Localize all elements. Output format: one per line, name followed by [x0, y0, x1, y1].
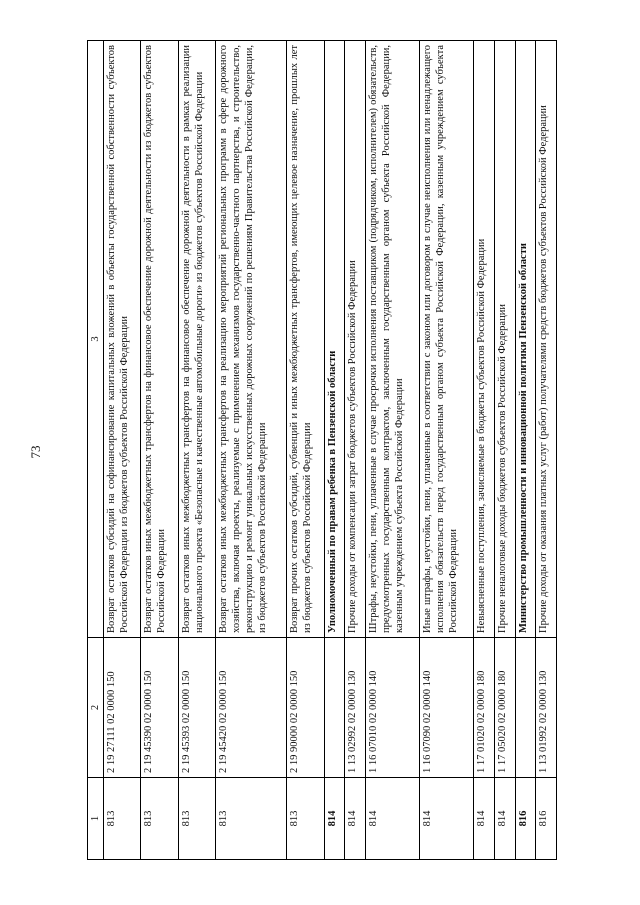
table-row — [365, 41, 419, 860]
column-header-2: 2 — [88, 638, 104, 778]
column-header-1: 1 — [88, 778, 104, 860]
budget-classification-code-cell: 1 13 02992 02 0000 130 — [345, 638, 366, 778]
table-row — [287, 41, 324, 860]
budget-classification-code-cell: 2 19 45393 02 0000 150 — [178, 638, 215, 778]
revenue-description-cell: Возврат прочих остатков субсидий, субвенций и иных межбюджетных трансфертов, имеющих целевое назначение, прошлых лет из бюджетов субъектов Российской Федерации — [287, 41, 324, 638]
revenue-description-cell: Прочие доходы от компенсации затрат бюджетов субъектов Российской Федерации — [345, 41, 366, 638]
agency-header-row — [324, 41, 345, 860]
table-body — [104, 41, 557, 860]
revenue-description-cell: Возврат остатков иных межбюджетных трансфертов на финансовое обеспечение дорожной деятельности в рамках реализации национального проекта «Безопасные и качественные автомобильные дороги» из бюджетов субъектов Российской Федерации — [178, 41, 215, 638]
revenue-description-cell: Возврат остатков субсидий на софинансирование капитальных вложений в объекты государственной собственности субъектов Российской Федерации из бюджетов субъектов Российской Федерации — [104, 41, 141, 638]
admin-code-cell: 816 — [536, 778, 557, 860]
rotated-table-container — [87, 40, 557, 860]
admin-code-cell: 813 — [104, 778, 141, 860]
admin-code-cell: 814 — [345, 778, 366, 860]
table-row — [474, 41, 495, 860]
revenue-description-cell: Штрафы, неустойки, пени, уплаченные в случае просрочки исполнения поставщиком (подрядчиком, исполнителем) обязательств, предусмотренных государственным контрактом, заключенным государственным органом субъекта Российской Федерации, казенным учреждением субъекта Российской Федерации — [365, 41, 419, 638]
budget-classification-code-cell: 1 17 05020 02 0000 180 — [494, 638, 515, 778]
table-row — [345, 41, 366, 860]
table-header-row — [88, 41, 104, 860]
admin-code-cell: 813 — [141, 778, 178, 860]
admin-code-cell: 813 — [178, 778, 215, 860]
table-row — [216, 41, 287, 860]
admin-code-cell: 814 — [365, 778, 419, 860]
budget-classification-code-cell: 1 13 01992 02 0000 130 — [536, 638, 557, 778]
column-header-3: 3 — [88, 41, 104, 638]
revenue-codes-table — [87, 40, 557, 860]
budget-classification-code-cell: 2 19 90000 02 0000 150 — [287, 638, 324, 778]
budget-classification-code-cell — [324, 638, 345, 778]
admin-code-cell: 814 — [324, 778, 345, 860]
table-row — [104, 41, 141, 860]
budget-classification-code-cell: 2 19 27111 02 0000 150 — [104, 638, 141, 778]
admin-code-cell: 814 — [420, 778, 474, 860]
revenue-description-cell: Министерство промышленности и инновационной политики Пензенской области — [515, 41, 536, 638]
table-row — [494, 41, 515, 860]
admin-code-cell: 813 — [216, 778, 287, 860]
admin-code-cell: 816 — [515, 778, 536, 860]
admin-code-cell: 813 — [287, 778, 324, 860]
admin-code-cell: 814 — [474, 778, 495, 860]
budget-classification-code-cell — [515, 638, 536, 778]
table-row — [536, 41, 557, 860]
table-row — [420, 41, 474, 860]
budget-classification-code-cell: 1 16 07090 02 0000 140 — [420, 638, 474, 778]
revenue-description-cell: Прочие неналоговые доходы бюджетов субъектов Российской Федерации — [494, 41, 515, 638]
revenue-description-cell: Прочие доходы от оказания платных услуг (работ) получателями средств бюджетов субъектов Российской Федерации — [536, 41, 557, 638]
table-row — [141, 41, 178, 860]
budget-classification-code-cell: 1 16 07010 02 0000 140 — [365, 638, 419, 778]
table-row — [178, 41, 215, 860]
revenue-description-cell: Возврат остатков иных межбюджетных трансфертов на реализацию мероприятий региональных программ в сфере дорожного хозяйства, включая проекты, реализуемые с применением механизмов государственно-частного партнерства, и строительство, реконструкцию и ремонт уникальных искусственных дорожных сооружений по решениям Правительства Российской Федерации, из бюджетов субъектов Российской Федерации — [216, 41, 287, 638]
revenue-description-cell: Невыясненные поступления, зачисляемые в бюджеты субъектов Российской Федерации — [474, 41, 495, 638]
revenue-description-cell: Возврат остатков иных межбюджетных трансфертов на финансовое обеспечение дорожной деятельности из бюджетов субъектов Российской Федерации — [141, 41, 178, 638]
revenue-description-cell: Иные штрафы, неустойки, пени, уплаченные в соответствии с законом или договором в случае неисполнения или ненадлежащего исполнения обязательств перед государственным органом субъекта Российской Федерации, казенным учреждением субъекта Российской Федерации — [420, 41, 474, 638]
admin-code-cell: 814 — [494, 778, 515, 860]
budget-classification-code-cell: 1 17 01020 02 0000 180 — [474, 638, 495, 778]
page-number: 73 — [28, 445, 43, 459]
revenue-description-cell: Уполномоченный по правам ребенка в Пензенской области — [324, 41, 345, 638]
budget-classification-code-cell: 2 19 45420 02 0000 150 — [216, 638, 287, 778]
budget-classification-code-cell: 2 19 45390 02 0000 150 — [141, 638, 178, 778]
agency-header-row — [515, 41, 536, 860]
